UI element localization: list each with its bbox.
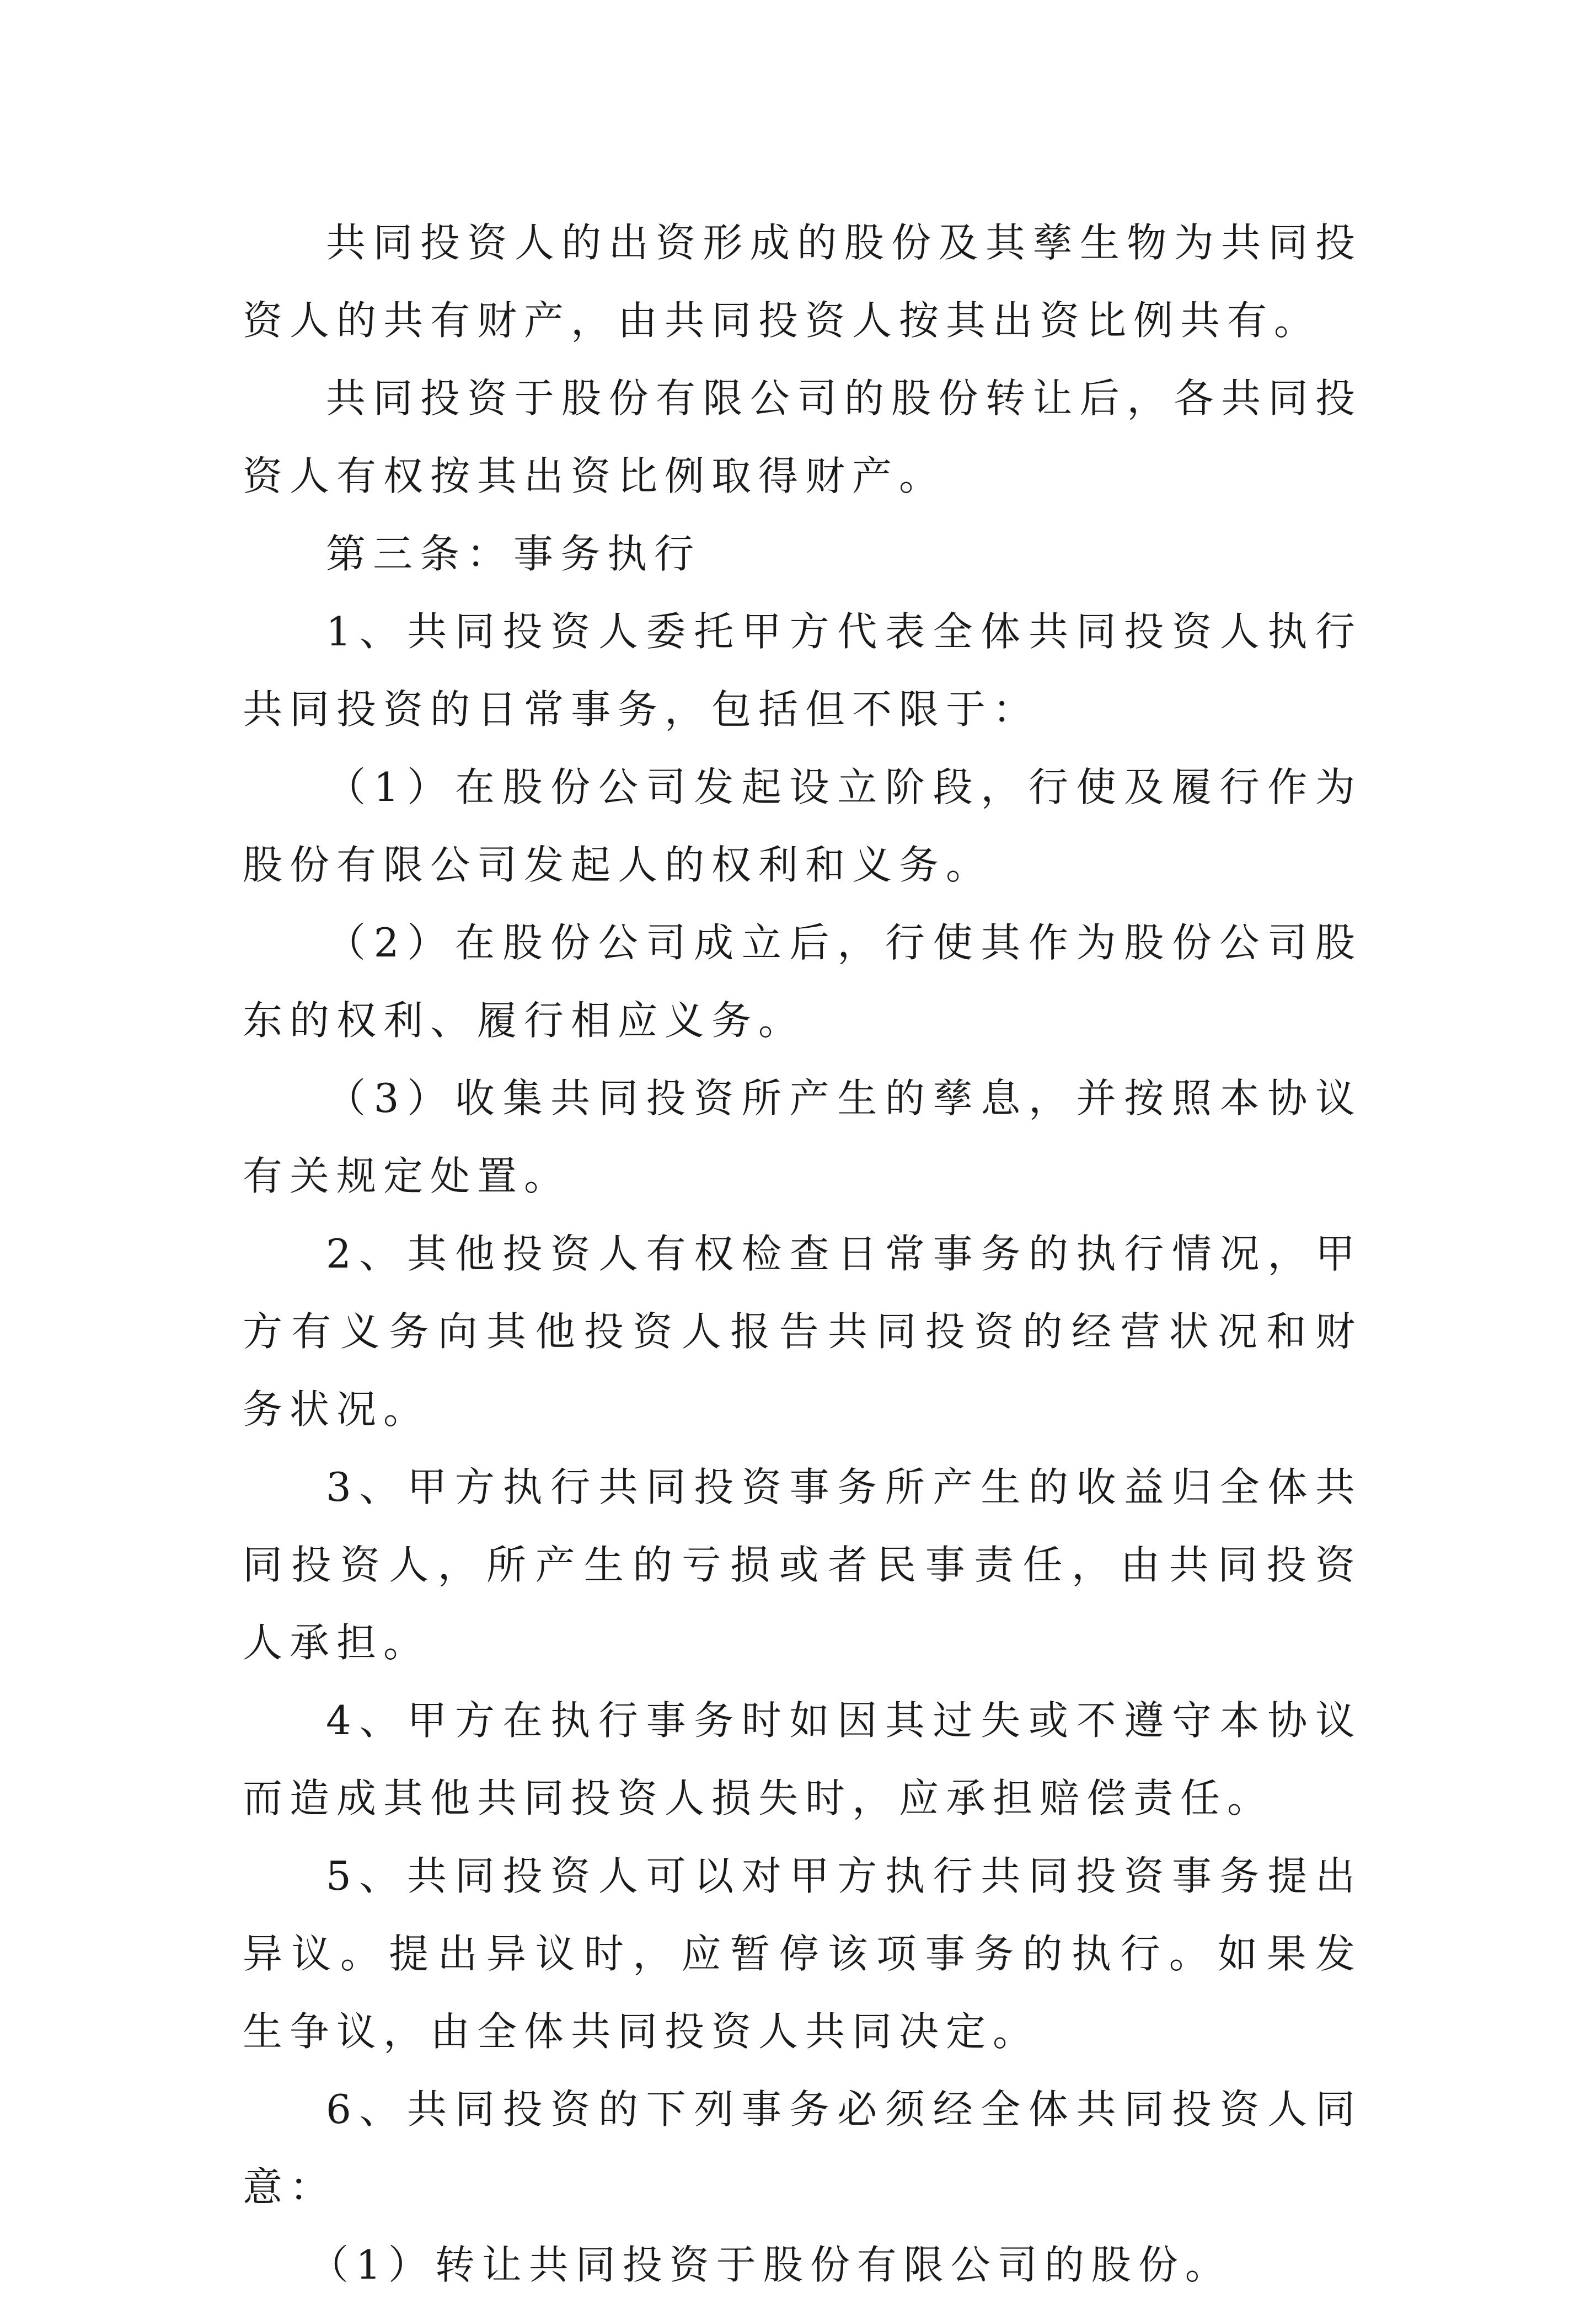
document-body — [243, 204, 1362, 2304]
clause-4: 4、甲方在执行事务时如因其过失或不遵守本协议而造成其他共同投资人损失时，应承担赔偿责任。 — [243, 1697, 1362, 1821]
clause-3: 3、甲方执行共同投资事务所产生的收益归全体共同投资人，所产生的亏损或者民事责任，由共同投资人承担。 — [243, 1464, 1362, 1666]
article-three-heading: 第三条：事务执行 — [326, 531, 701, 577]
clause-5: 5、共同投资人可以对甲方执行共同投资事务提出异议。提出异议时，应暂停该项事务的执行。如果发生争议，由全体共同投资人共同决定。 — [243, 1853, 1362, 2055]
clause-1-item-1: （1）在股份公司发起设立阶段，行使及履行作为股份有限公司发起人的权利和义务。 — [243, 764, 1362, 888]
clause-1-item-3: （3）收集共同投资所产生的孳息，并按照本协议有关规定处置。 — [243, 1075, 1362, 1199]
paragraph-share-transfer: 共同投资于股份有限公司的股份转让后，各共同投资人有权按其出资比例取得财产。 — [243, 375, 1362, 499]
clause-6-item-1: （1）转让共同投资于股份有限公司的股份。 — [309, 2242, 1232, 2288]
clause-2: 2、其他投资人有权检查日常事务的执行情况，甲方有义务向其他投资人报告共同投资的经营状况和财务状况。 — [243, 1231, 1362, 1432]
clause-1: 1、共同投资人委托甲方代表全体共同投资人执行共同投资的日常事务，包括但不限于： — [243, 608, 1362, 733]
paragraph-shares-joint-property: 共同投资人的出资形成的股份及其孳生物为共同投资人的共有财产，由共同投资人按其出资比例共有。 — [243, 220, 1362, 344]
clause-1-item-2: （2）在股份公司成立后，行使其作为股份公司股东的权利、履行相应义务。 — [243, 920, 1362, 1044]
clause-6: 6、共同投资的下列事务必须经全体共同投资人同意： — [243, 2086, 1362, 2210]
